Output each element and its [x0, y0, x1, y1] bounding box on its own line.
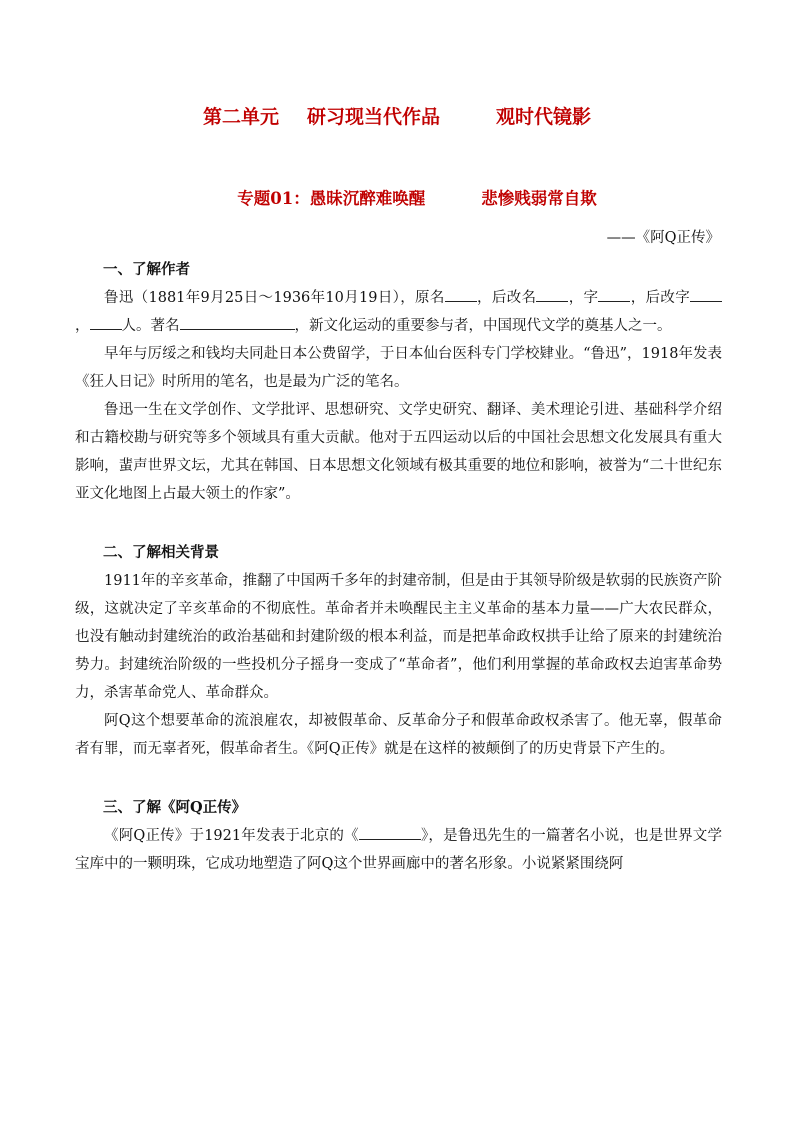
background-paragraph-1: 1911年的辛亥革命，推翻了中国两千多年的封建帝制，但是由于其领导阶级是软弱的民族资产阶级，这就决定了辛亥革命的不彻底性。革命者并未唤醒民主主义革命的基本力量——广大农民群众，也没有触动封建统治的政治基础和封建阶级的根本利益，而是把革命政权拱手让给了原来的封建统治势力。封建统治阶级的一些投机分子摇身一变成了“革命者”，他们利用掌握的革命政权去迫害革命势力，杀害革命党人、革命群众。	[75, 573, 722, 701]
blank-original-name[interactable]	[445, 287, 477, 302]
blank-hometown[interactable]	[90, 315, 122, 330]
topic-title	[0, 187, 794, 211]
novel-intro-text: 》，是鲁迅先生的一篇著名小说，也是世界文学宝库中的一颗明珠，它成功地塑造了阿Q这个世界画廊中的著名形象。小说紧紧围绕阿	[75, 828, 722, 872]
section-heading-novel: 三、了解《阿Q正传》	[103, 799, 247, 816]
subtitle: ——《阿Q正传》	[606, 230, 720, 246]
blank-renamed[interactable]	[536, 287, 568, 302]
unit-title	[0, 104, 794, 130]
unit-title-part1: 第二单元	[202, 106, 279, 128]
author-intro-text: ，字	[568, 290, 599, 306]
background-paragraph-2: 阿Q这个想要革命的流浪雇农，却被假革命、反革命分子和假革命政权杀害了。他无辜，假革命者有罪，而无辜者死，假革命者生。《阿Q正传》就是在这样的被颠倒了的历史背景下产生的。	[75, 713, 722, 757]
document-body	[75, 256, 722, 878]
author-contribution-paragraph: 鲁迅一生在文学创作、文学批评、思想研究、文学史研究、翻译、美术理论引进、基础科学介绍和古籍校勘与研究等多个领域具有重大贡献。他对于五四运动以后的中国社会思想文化发展具有重大影响，蜚声世界文坛，尤其在韩国、日本思想文化领域有极其重要的地位和影响，被誉为“二十世纪东亚文化地图上占最大领土的作家”。	[75, 402, 722, 502]
section-heading-background: 二、了解相关背景	[103, 544, 219, 561]
author-intro-text: ，	[75, 318, 90, 334]
blank-courtesy-name[interactable]	[598, 287, 630, 302]
blank-famous-as[interactable]	[180, 315, 295, 330]
author-intro-paragraph	[75, 284, 722, 340]
author-intro-text: 鲁迅（1881年9月25日～1936年10月19日），原名	[104, 290, 445, 306]
unit-title-part3: 观时代镜影	[496, 106, 592, 128]
novel-intro-paragraph	[75, 822, 722, 878]
topic-title-part2: 悲惨贱弱常自欺	[481, 189, 597, 208]
author-intro-text: ，新文化运动的重要参与者，中国现代文学的奠基人之一。	[294, 318, 672, 334]
blank-later-courtesy-name[interactable]	[690, 287, 722, 302]
author-intro-text: 人。著名	[121, 318, 180, 334]
novel-intro-text: 《阿Q正传》于1921年发表于北京的《	[104, 828, 359, 844]
author-study-paragraph: 早年与厉绥之和钱均夫同赴日本公费留学，于日本仙台医科专门学校肄业。“鲁迅”，1918年发表《狂人日记》时所用的笔名，也是最为广泛的笔名。	[75, 346, 722, 390]
section-heading-author: 一、了解作者	[103, 261, 190, 278]
unit-title-part2: 研习现当代作品	[306, 106, 440, 128]
author-intro-text: ，后改字	[630, 290, 691, 306]
topic-title-part1: 专题01：愚昧沉醉难唤醒	[237, 189, 426, 208]
blank-newspaper-name[interactable]	[359, 825, 421, 840]
author-intro-text: ，后改名	[476, 290, 537, 306]
